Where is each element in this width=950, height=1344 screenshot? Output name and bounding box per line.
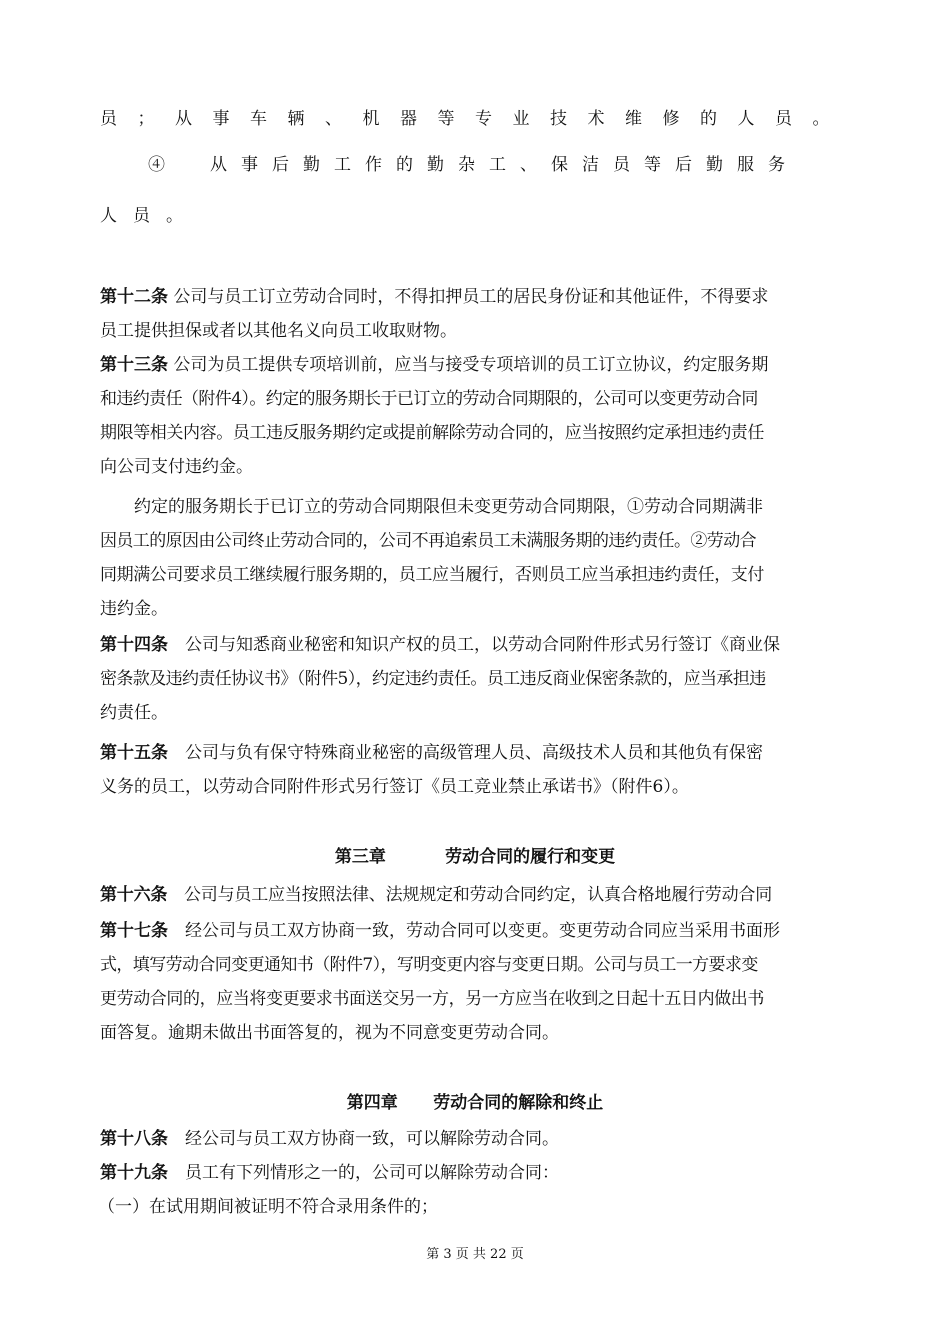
text-line: 约责任。: [100, 703, 168, 723]
text-line: 更劳动合同的，应当将变更要求书面送交另一方，另一方应当在收到之日起十五日内做出书: [100, 989, 764, 1009]
text-line: 人员。: [100, 206, 199, 226]
text-line: 式，填写劳动合同变更通知书（附件7），写明变更内容与变更日期。公司与员工一方要求变: [100, 955, 758, 975]
article-15: 第十五条 公司与负有保守特殊商业秘密的高级管理人员、高级技术人员和其他负有保密: [100, 743, 763, 763]
text-line: 面答复。逾期未做出书面答复的，视为不同意变更劳动合同。: [100, 1023, 559, 1043]
chapter-heading: 第四章 劳动合同的解除和终止: [346, 1093, 604, 1113]
article-heading: 第十七条: [100, 921, 168, 941]
text-line: 员工提供担保或者以其他名义向员工收取财物。: [100, 321, 457, 341]
text-line: 义务的员工，以劳动合同附件形式另行签订《员工竞业禁止承诺书》（附件6）。: [100, 777, 689, 797]
text-line: ④ 从事后勤工作的勤杂工、保洁员等后勤服务: [148, 155, 799, 175]
article-heading: 第十九条: [100, 1163, 168, 1183]
text-line: 同期满公司要求员工继续履行服务期的，员工应当履行，否则员工应当承担违约责任，支付: [100, 565, 764, 585]
text-line: 密条款及违约责任协议书》（附件5），约定违约责任。员工违反商业保密条款的，应当承担违: [100, 669, 766, 689]
text-line: 和违约责任（附件4）。约定的服务期长于已订立的劳动合同期限的，公司可以变更劳动合同: [100, 389, 758, 409]
page-footer: 第 3 页 共 22 页: [426, 1247, 524, 1262]
text-line: 员；从事车辆、机器等专业技术维修的人员。: [100, 109, 850, 129]
text-line: 违约金。: [100, 599, 168, 619]
article-heading: 第十八条: [100, 1129, 168, 1149]
text-line: 约定的服务期长于已订立的劳动合同期限但未变更劳动合同期限，①劳动合同期满非: [134, 497, 763, 517]
text-line: 因员工的原因由公司终止劳动合同的，公司不再追索员工未满服务期的违约责任。②劳动合: [100, 531, 756, 551]
article-heading: 第十五条: [100, 743, 168, 763]
article-14: 第十四条 公司与知悉商业秘密和知识产权的员工，以劳动合同附件形式另行签订《商业保: [100, 635, 780, 655]
article-heading: 第十四条: [100, 635, 168, 655]
text-line: 期限等相关内容。员工违反服务期约定或提前解除劳动合同的，应当按照约定承担违约责任: [100, 423, 764, 443]
article-16: 第十六条 公司与员工应当按照法律、法规规定和劳动合同约定，认真合格地履行劳动合同: [100, 885, 773, 905]
article-18: 第十八条 经公司与员工双方协商一致，可以解除劳动合同。: [100, 1129, 559, 1149]
list-item: （一）在试用期间被证明不符合录用条件的；: [98, 1197, 438, 1217]
article-heading: 第十二条: [100, 287, 168, 307]
article-13: 第十三条 公司为员工提供专项培训前，应当与接受专项培训的员工订立协议，约定服务期: [100, 355, 769, 375]
article-12: 第十二条 公司与员工订立劳动合同时，不得扣押员工的居民身份证和其他证件，不得要求: [100, 287, 769, 307]
article-19: 第十九条 员工有下列情形之一的，公司可以解除劳动合同：: [100, 1163, 559, 1183]
text-line: 向公司支付违约金。: [100, 457, 253, 477]
article-heading: 第十六条: [100, 885, 168, 905]
article-heading: 第十三条: [100, 355, 168, 375]
article-17: 第十七条 经公司与员工双方协商一致，劳动合同可以变更。变更劳动合同应当采用书面形: [100, 921, 780, 941]
chapter-heading: 第三章 劳动合同的履行和变更: [334, 847, 616, 867]
